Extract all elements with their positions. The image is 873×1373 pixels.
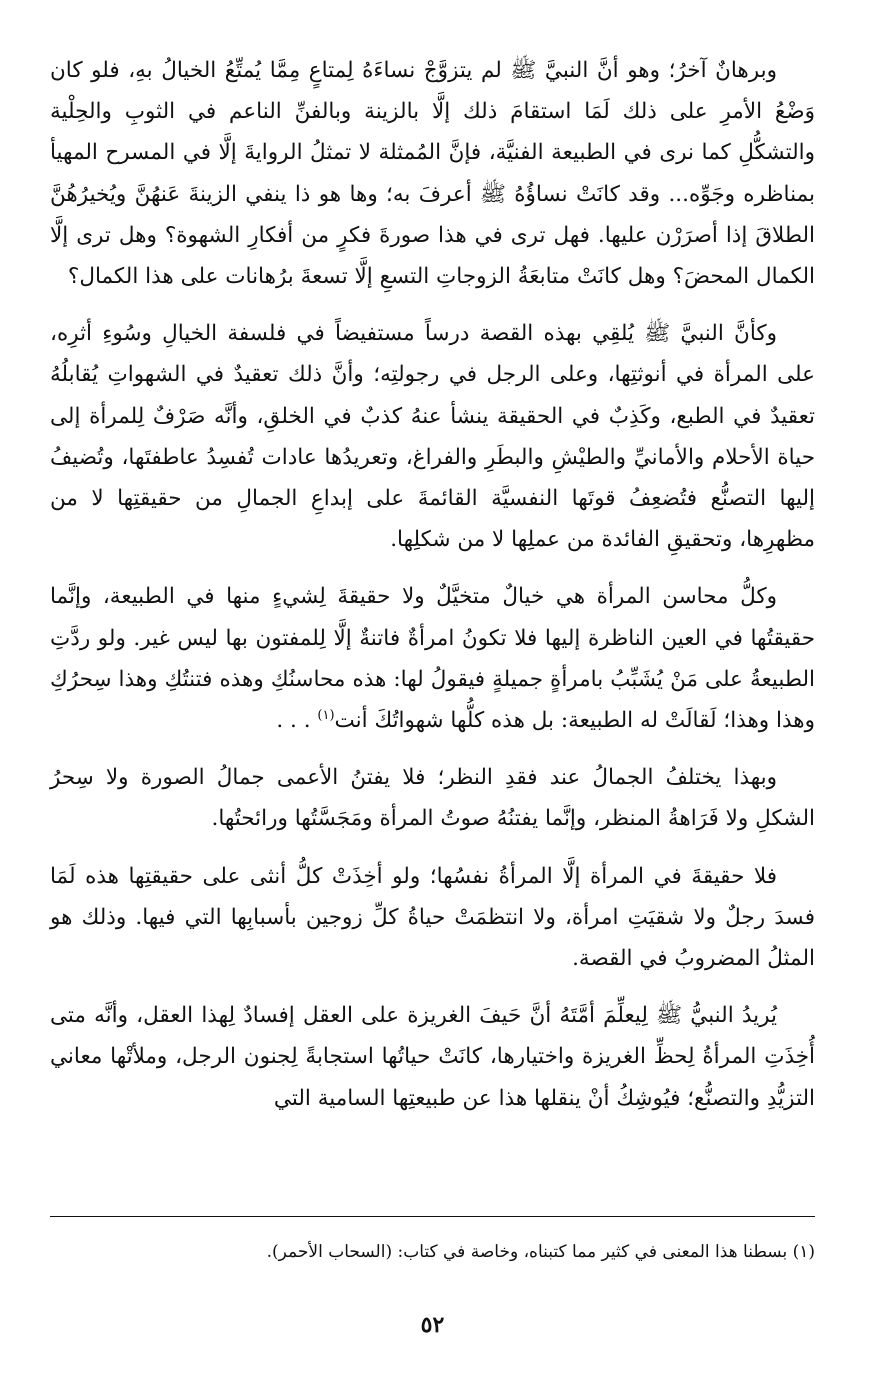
paragraph-2: وكأنَّ النبيَّ ﷺ يُلقِي بهذه القصة درساً مستفيضاً في فلسفة الخيالِ وسُوءِ أثرِه، على المرأة في أنوثتِها، وعلى الرجل في رجولتِه؛ وأنَّ ذلك تعقيدٌ في الشهواتِ يُقابلُهُ تعقيدٌ في الطبع، وكَذِبٌ في الحقيقة ينشأ عنهُ كذبٌ في الخلقِ، وأنَّه صَرْفٌ لِلمرأة إلى حياة الأحلام والأمانيِّ والطيْشِ والبطَرِ والفراغ، وتعريدُها عادات تُفسِدُ عاطفتَها، وتُضيفُ إليها التصنُّع فتُضعِفُ قوتَها النفسيَّة القائمةَ على إبداعِ الجمالِ من حقيقتِها لا من مظهرِها، وتحقيقِ الفائدة من عملِها لا من شكلِها. (50, 321, 815, 553)
paragraph-3 (50, 576, 815, 741)
main-text (50, 50, 815, 1119)
paragraph-3-text: وكلُّ محاسن المرأة هي خيالٌ متخيَّلٌ ولا حقيقةَ لِشيءٍ منها في الطبيعة، وإنَّما حقيقتُها في العين الناظرة إليها فلا تكونُ امرأةٌ فاتنةٌ إلَّا لِلمفتون بها ليس غير. ولو ردَّتِ الطبيعةُ على مَنْ يُشَبِّبُ بامرأةٍ جميلةٍ فيقولُ لها: هذه محاسنُكِ وهذه فتنتُكِ وهذا سِحرُكِ وهذا وهذا؛ لَقالَتْ له الطبيعة: بل هذه كلُّها شهواتُكَ أنت (50, 584, 815, 734)
paragraph-1: وبرهانٌ آخرُ؛ وهو أنَّ النبيَّ ﷺ لم يتزوَّجْ نساءَهُ لِمتاعٍ مِمَّا يُمتِّعُ الخيالُ بهِ، فلو كان وَضْعُ الأمرِ على ذلك لَمَا استقامَ ذلك إلَّا بالزينة وبالفنِّ الناعم في الثوبِ والحِلْية والتشكُّلِ كما نرى في الطبيعة الفنيَّة، فإنَّ المُمثلة لا تمثلُ الروايةَ إلَّا في المسرح المهيأ بمناظره وجَوِّه... وقد كانَتْ نساؤُهُ ﷺ أعرفَ به؛ وها هو ذا ينفي الزينةَ عَنهُنَّ ويُخيرُهُنَّ الطلاقَ إذا أصرَرْن عليها. فهل ترى في هذا صورةَ فكرٍ من أفكارِ الشهوة؟ وهل ترى إلَّا الكمال المحضَ؟ وهل كانَتْ متابعَةُ الزوجاتِ التسعِ إلَّا تسعةَ برُهانات على هذا الكمال؟ (50, 58, 815, 290)
paragraph-6: يُريدُ النبيُّ ﷺ لِيعلِّمَ أمَّتَهُ أنَّ حَيفَ الغريزة على العقل إفسادٌ لِهذا العقل، وأنَّه متى أُخِذَتِ المرأةُ لِحظِّ الغريزة واختيارها، كانَتْ حياتُها استجابةً لِجنون الرجل، وملأتْها معاني التزيُّدِ والتصنُّع؛ فيُوشِكُ أنْ ينقلها هذا عن طبيعتِها السامية التي (50, 1003, 815, 1111)
footnote-reference[interactable]: (١) (317, 707, 335, 723)
footnote: (١) بسطنا هذا المعنى في كثير مما كتبناه، وخاصة في كتاب: (السحاب الأحمر). (266, 1242, 815, 1262)
paragraph-5: فلا حقيقةَ في المرأة إلَّا المرأةُ نفسُها؛ ولو أخِذَتْ كلُّ أنثى على حقيقتِها هذه لَمَا فسدَ رجلٌ ولا شقيَتِ امرأة، ولا انتظمَتْ حياةُ كلِّ زوجين بأسبابِها التي فيها. وذلك هو المثلُ المضروبُ في القصة. (50, 863, 815, 972)
paragraph-3-ellipsis: . . . (276, 708, 318, 734)
book-page (50, 50, 815, 1373)
footnote-divider (50, 1216, 815, 1217)
page-number: ٥٢ (420, 1312, 445, 1338)
paragraph-4: وبهذا يختلفُ الجمالُ عند فقدِ النظر؛ فلا يفتنُ الأعمى جمالُ الصورة ولا سِحرُ الشكلِ ولا فَرَاهةُ المنظر، وإنَّما يفتنُهُ صوتُ المرأة ومَجَسَّتُها ورائحتُها. (50, 765, 815, 832)
